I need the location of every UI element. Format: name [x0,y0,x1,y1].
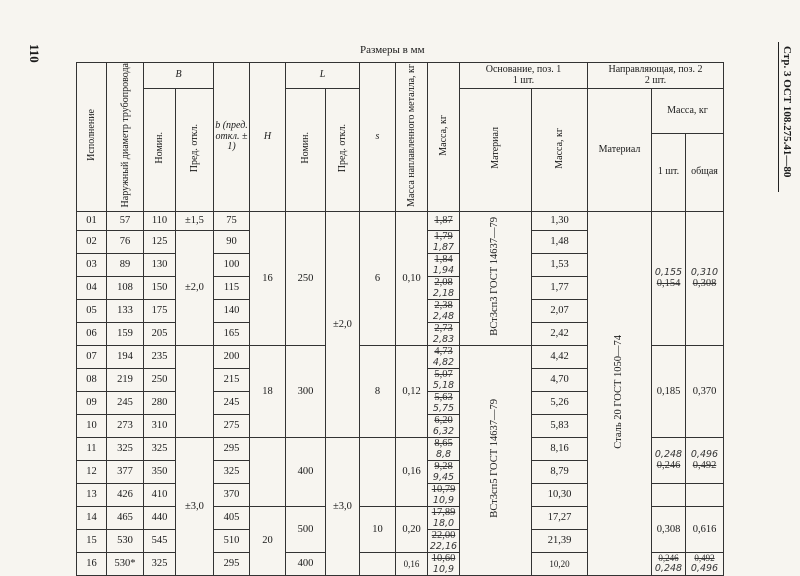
col-massa-naplav: Масса наплавленного металла, кг [396,63,428,212]
table-row: 05 133 175 140 2,38 2,48 2,07 [77,299,724,322]
col-B-dev: Пред. откл. [176,89,214,212]
table-row: 01 57 110 ±1,5 75 16 250 ±2,0 6 0,10 1,87 ВСт3сп3 ГОСТ 14637—79 1,30 Сталь 20 ГОСТ 1050—74 0,155 0,154 0,310 0,308 [77,211,724,230]
col-osn-massa: Масса, кг [532,89,588,212]
col-B-nomin: Номин. [144,89,176,212]
standard-reference: Стр. 3 ОСТ 108.275.41—80 [781,46,793,178]
col-ispolnenie: Исполнение [77,63,107,212]
col-s: s [360,63,396,212]
page-number: 110 [27,44,42,63]
table-row: 03 89 130 100 1,84 1,94 1,53 [77,253,724,276]
divider [778,42,779,192]
col-massa: Масса, кг [428,63,460,212]
table-row: 09 245 280 245 5,63 5,75 5,26 [77,391,724,414]
col-L: L [286,63,360,89]
table-row: 14 465 440 405 20 500 10 0,20 17,89 18,0 17,27 0,308 0,616 [77,506,724,529]
col-napravl: Направляющая, поз. 2 2 шт. [588,63,724,89]
table-row: 02 76 125 ±2,0 90 1,79 1,87 1,48 [77,230,724,253]
col-napr-massa: Масса, кг [652,89,724,134]
col-napr-total: общая [686,134,724,212]
table-row: 07 194 235 200 18 300 8 0,12 4,73 4,82 ВСт3сп5 ГОСТ 14637—79 4,42 0,185 0,370 [77,345,724,368]
col-diameter: Наружный диаметр трубопровода [107,63,144,212]
table-row: 04 108 150 115 2,08 2,18 1,77 [77,276,724,299]
col-napr-material: Материал [588,89,652,212]
col-L-nomin: Номин. [286,89,326,212]
table-row: 15 530 545 510 22,00 22,16 21,39 [77,529,724,552]
table-row: 12 377 350 325 9,28 9,45 8,79 [77,460,724,483]
table-caption: Размеры в мм [360,44,425,56]
col-L-dev: Пред. откл. [326,89,360,212]
table-row: 16 530* 325 295 400 0,16 10,60 10,9 10,20 0,246 0,248 0,492 0,496 [77,552,724,575]
table-row: 13 426 410 370 10,79 10,9 10,30 [77,483,724,506]
col-B: B [144,63,214,89]
dimensions-table [76,62,724,576]
col-b: b (пред. откл. ± 1) [214,63,250,212]
col-osnovanie: Основание, поз. 1 1 шт. [460,63,588,89]
table-row: 06 159 205 165 2,73 2,83 2,42 [77,322,724,345]
table-row: 08 219 250 215 5,07 5,18 4,70 [77,368,724,391]
col-osn-material: Материал [460,89,532,212]
col-H: H [250,63,286,212]
col-napr-one: 1 шт. [652,134,686,212]
table-row: 10 273 310 275 6,20 6,32 5,83 [77,414,724,437]
table-row: 11 325 325 ±3,0 295 400 ±3,0 0,16 8,65 8,8 8,16 0,248 0,246 0,496 0,492 [77,437,724,460]
